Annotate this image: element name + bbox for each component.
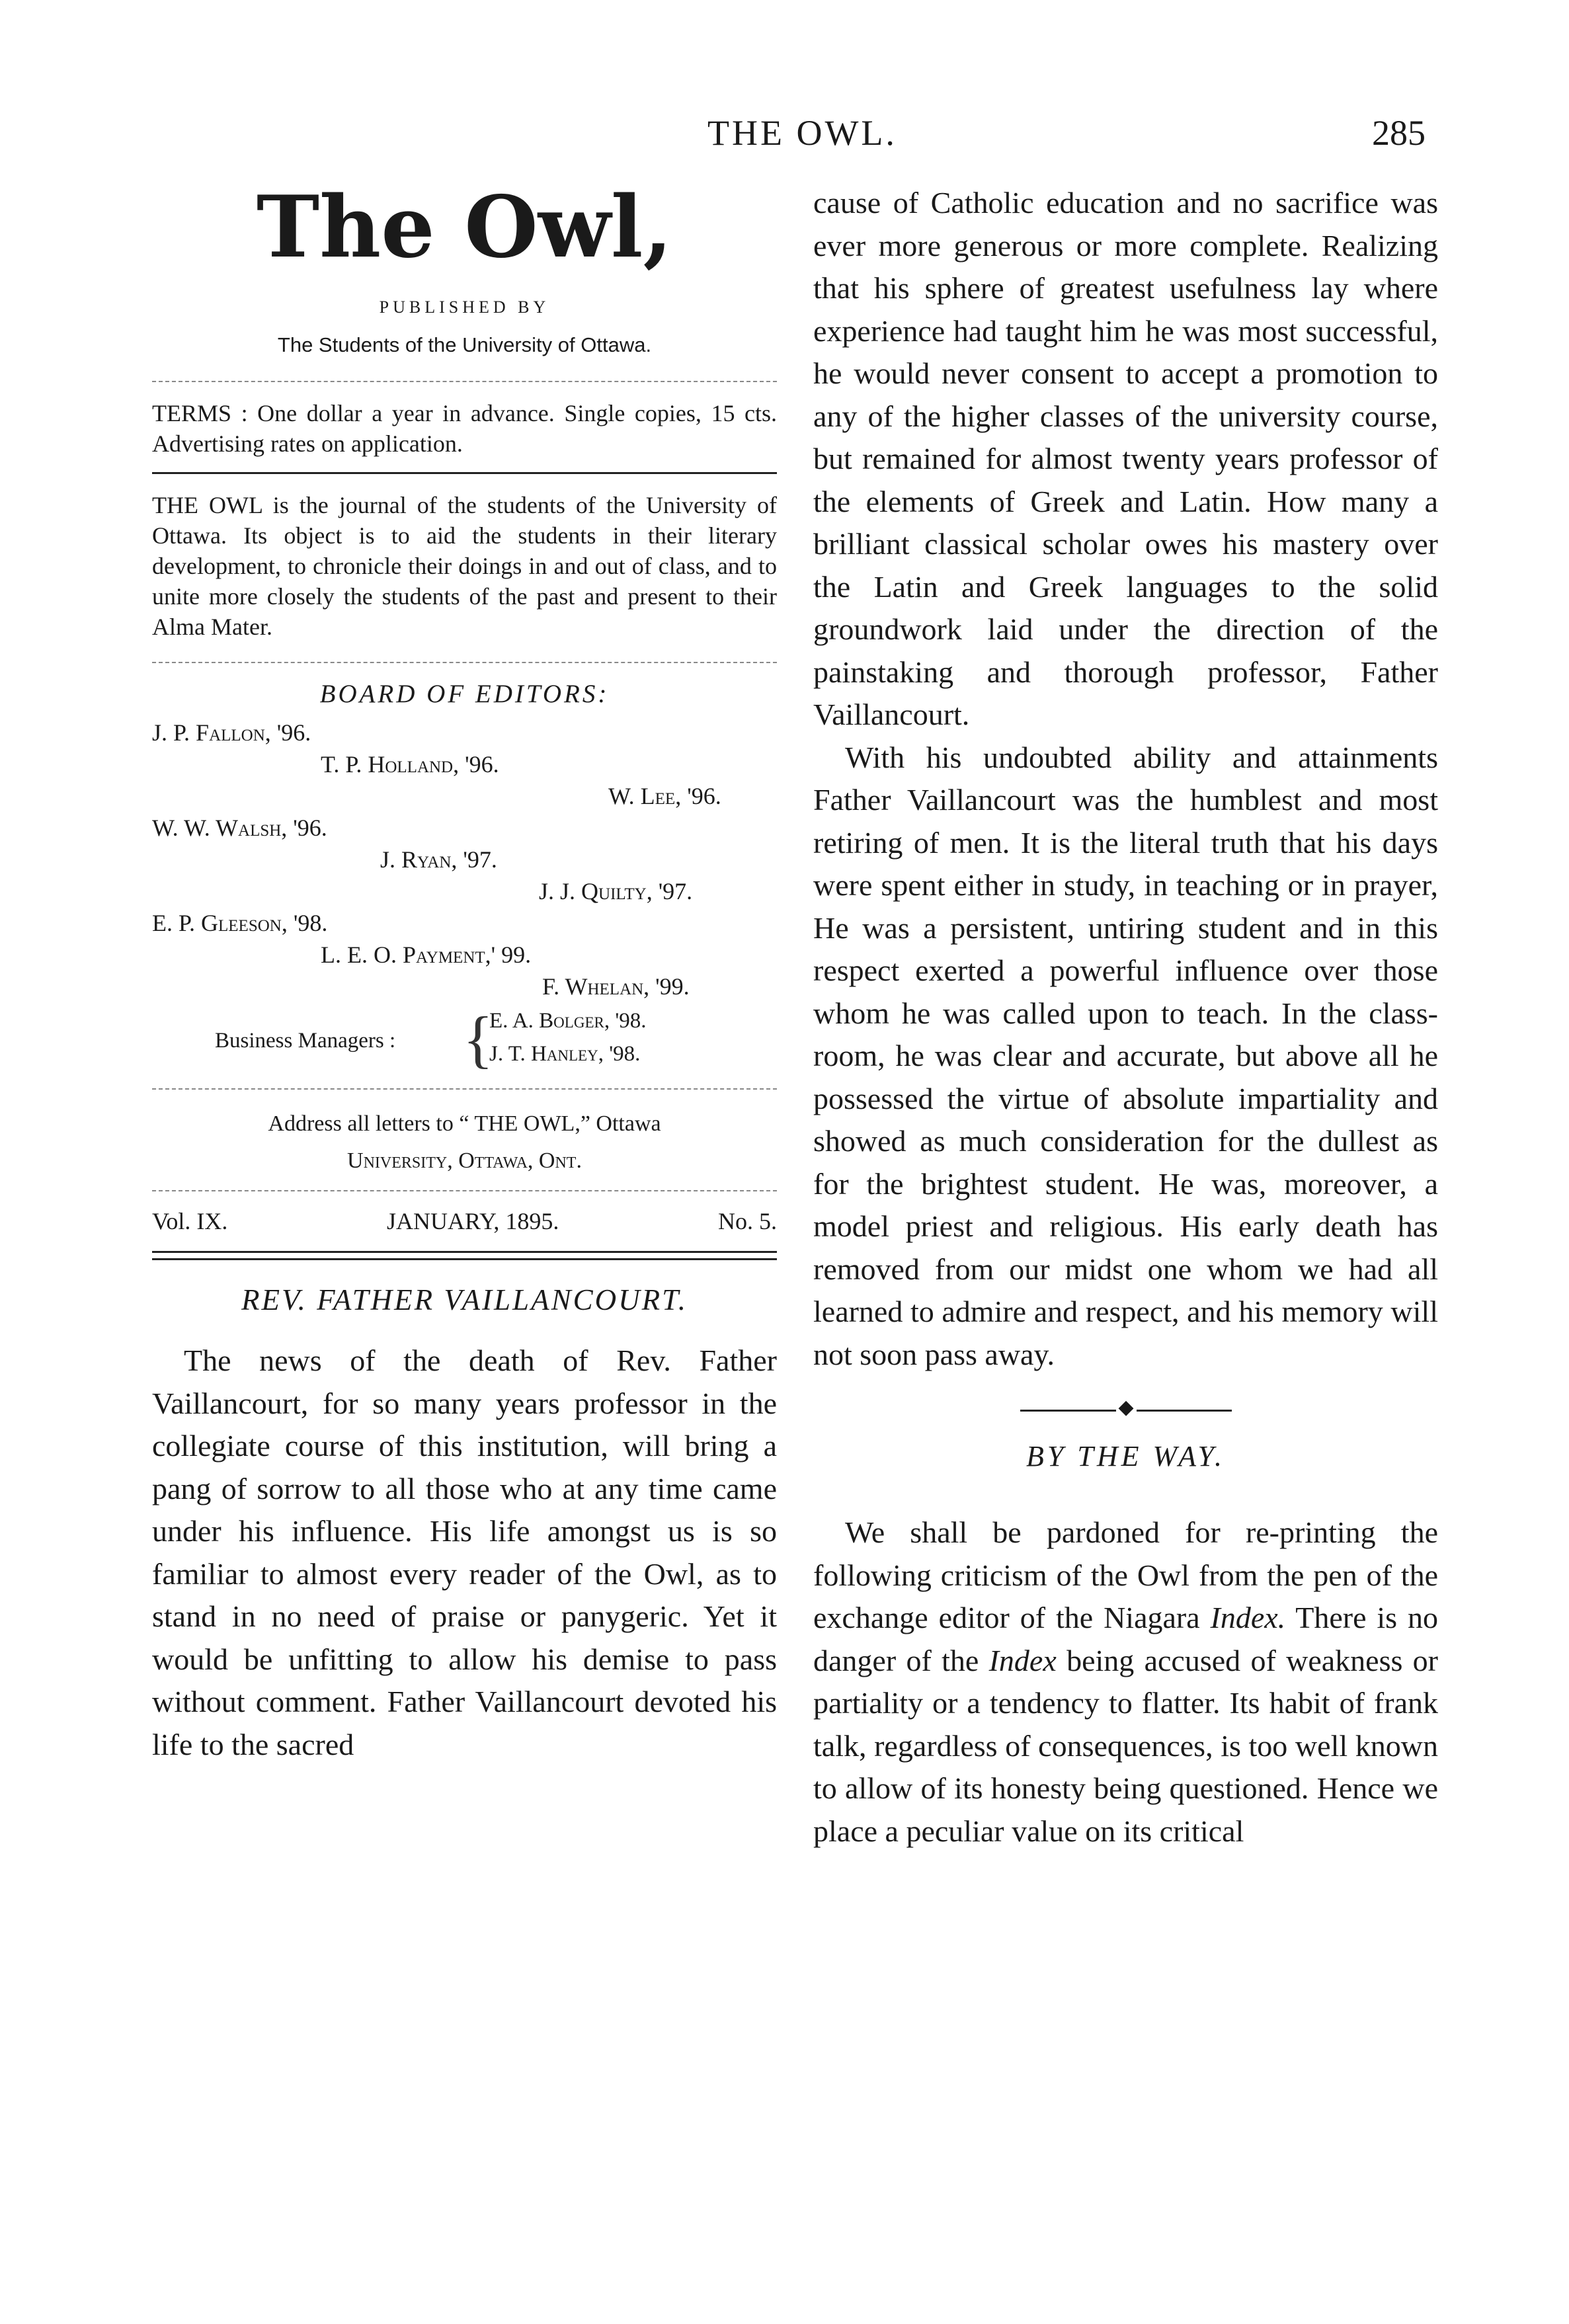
publication-name: Index (988, 1643, 1057, 1677)
double-divider (152, 1251, 777, 1260)
page-number: 285 (1372, 113, 1426, 153)
editor-row (152, 780, 777, 812)
journal-description: THE OWL is the journal of the students of the University of Ottawa. Its object is to aid the students in their literary development, to chronicle their doings in and out of class, and to unite more closely the students of the past and present to their Alma Mater. (152, 492, 777, 640)
editor-row (152, 748, 777, 780)
address-block (152, 1105, 777, 1180)
section-title: BY THE WAY. (1026, 1440, 1225, 1472)
address-line: Address all letters to “ THE OWL,” Ottawa (268, 1111, 661, 1136)
article-paragraph: The news of the death of Rev. Father Vaillancourt, for so many years professor in the collegiate course of this institution, will bring a pang of sorrow to all those who at any time came under his influence. His life amongst us is so familiar to almost every reader of the Owl, as to stand in no need of praise or panygeric. Yet it would be unfitting to allow his demise to pass without comment. Father Vaillancourt devoted his life to the sacred (152, 1343, 777, 1761)
issue-date: JANUARY, 1895. (386, 1208, 559, 1234)
editor-row (152, 907, 777, 939)
editor-name: W. W. Walsh, '96. (152, 815, 327, 841)
business-managers (152, 1004, 777, 1078)
editor-row (152, 844, 777, 875)
editor-row (152, 875, 777, 907)
editor-row (152, 971, 777, 1002)
article-title: REV. FATHER VAILLANCOURT. (241, 1283, 688, 1316)
editor-name: E. P. Gleeson, '98. (152, 910, 328, 936)
article-paragraph-continued: cause of Catholic education and no sacrifice was ever more generous or more complete. Realizing that his sphere of greatest usefulness lay where experience had taught him he was most successful, he would never consent to accept a promotion to any of the higher classes of the university course, but remained for almost twenty years professor of the elements of Greek and Latin. How many a brilliant classical scholar owes his mastery over the Latin and Greek languages to the solid groundwork laid under the direction of the painstaking and thorough professor, Father Vaillancourt. (813, 186, 1438, 731)
editor-name: L. E. O. Payment,' 99. (321, 942, 532, 968)
text-run: being accused of weakness or partiality or a tendency to flatter. Its habit of frank talk, regardless of consequences, is too well known to allow of its honesty being questioned. Hence we place a peculiar value on its critical (813, 1643, 1438, 1848)
right-column (813, 182, 1438, 1853)
editor-name: J. P. Fallon, '96. (152, 719, 311, 746)
address-line: University, Ottawa, Ont. (347, 1148, 582, 1173)
editor-row (152, 939, 777, 971)
business-label: Business Managers : (215, 1029, 396, 1053)
text-run: There is no danger of the (813, 1601, 1438, 1677)
text-run: We shall be pardoned for re-printing the following criticism of the Owl from the pen of the exchange editor of the Niagara (813, 1515, 1438, 1634)
editor-name: J. J. Quilty, '97. (539, 878, 693, 904)
publisher: The Students of the University of Ottawa. (277, 333, 652, 356)
running-title: THE OWL. (707, 113, 897, 153)
divider (152, 662, 777, 663)
subscription-terms: TERMS : One dollar a year in advance. Single copies, 15 cts. Advertising rates on application. (152, 400, 777, 457)
divider (152, 1190, 777, 1191)
ornament-divider (1020, 1404, 1232, 1417)
brace: { (463, 1004, 494, 1074)
editor-row (152, 812, 777, 844)
editor-name: F. Whelan, '99. (542, 973, 690, 1000)
article-paragraph: With his undoubted ability and attainments Father Vaillancourt was the humblest and most retiring of men. It is the literal truth that his days were spent either in study, in teaching or in prayer, He was a persistent, untiring student and in this respect exerted a powerful influence over those whom he was called upon to teach. In the class-room, he was clear and accurate, but above all he possessed the virtue of absolute impartiality and showed as much consideration for the dullest as for the brightest student. He was, moreover, a model priest and religious. His early death has removed from our midst one whom we had all learned to admire and respect, and his memory will not soon pass away. (813, 740, 1438, 1371)
editor-list (152, 717, 777, 1002)
page-header (0, 112, 1569, 165)
divider (152, 381, 777, 382)
editor-name: W. Lee, '96. (608, 783, 721, 809)
editor-name: T. P. Holland, '96. (321, 751, 499, 778)
manager-name: E. A. Bolger, '98. (489, 1009, 647, 1033)
editor-row (152, 717, 777, 748)
divider (152, 472, 777, 474)
left-column (152, 178, 777, 1766)
masthead-title: The Owl, (256, 178, 673, 277)
manager-name: J. T. Hanley, '98. (489, 1042, 641, 1066)
publication-name: Index. (1210, 1601, 1286, 1634)
volume: Vol. IX. (152, 1208, 228, 1234)
issue-number: No. 5. (718, 1208, 777, 1234)
published-by: PUBLISHED BY (379, 298, 550, 317)
board-heading: BOARD OF EDITORS: (319, 680, 610, 708)
issue-line (152, 1207, 777, 1235)
editor-name: J. Ryan, '97. (380, 846, 497, 873)
section-paragraph (813, 1511, 1438, 1853)
divider (152, 1088, 777, 1090)
